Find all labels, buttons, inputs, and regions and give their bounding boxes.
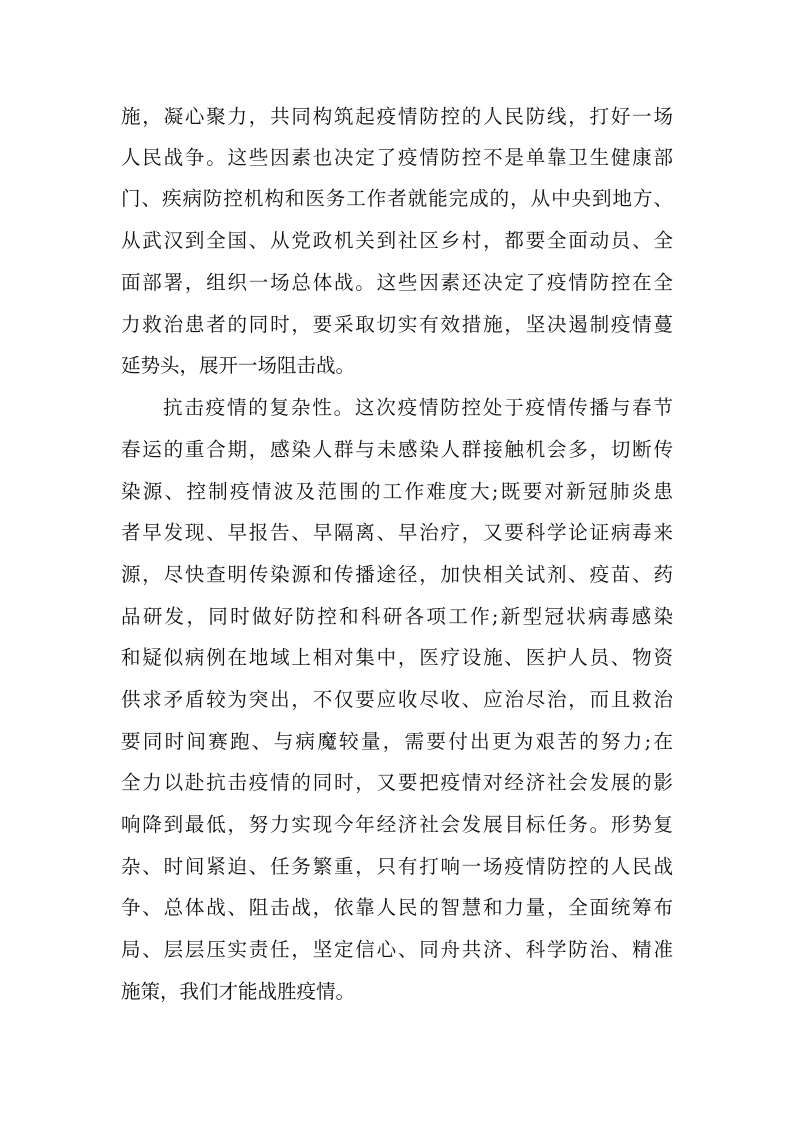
paragraph-line: 和疑似病例在地域上相对集中，医疗设施、医护人员、物资 <box>121 646 673 669</box>
paragraph-line: 人民战争。这些因素也决定了疫情防控不是单靠卫生健康部 <box>121 146 673 169</box>
paragraph-line: 响降到最低，努力实现今年经济社会发展目标任务。形势复 <box>121 813 673 836</box>
paragraph-line: 面部署，组织一场总体战。这些因素还决定了疫情防控在全 <box>121 271 673 294</box>
paragraph-line: 施，凝心聚力，共同构筑起疫情防控的人民防线，打好一场 <box>121 105 673 128</box>
paragraph-line: 杂、时间紧迫、任务繁重，只有打响一场疫情防控的人民战 <box>121 855 673 878</box>
paragraph-line: 延势头，展开一场阻击战。 <box>121 354 356 377</box>
paragraph-line: 局、层层压实责任，坚定信心、同舟共济、科学防治、精准 <box>121 938 673 961</box>
paragraph-line: 争、总体战、阻击战，依靠人民的智慧和力量，全面统筹布 <box>121 896 673 919</box>
paragraph-line: 供求矛盾较为突出，不仅要应收尽收、应治尽治，而且救治 <box>121 688 673 711</box>
paragraph-line: 从武汉到全国、从党政机关到社区乡村，都要全面动员、全 <box>121 229 673 252</box>
paragraph-line: 染源、控制疫情波及范围的工作难度大;既要对新冠肺炎患 <box>121 480 673 503</box>
paragraph-line: 要同时间赛跑、与病魔较量，需要付出更为艰苦的努力;在 <box>121 730 673 753</box>
paragraph-line: 源，尽快查明传染源和传播途径，加快相关试剂、疫苗、药 <box>121 563 673 586</box>
paragraph-line: 施策，我们才能战胜疫情。 <box>121 980 356 1003</box>
paragraph-line: 品研发，同时做好防控和科研各项工作;新型冠状病毒感染 <box>121 605 673 628</box>
paragraph-line: 门、疾病防控机构和医务工作者就能完成的，从中央到地方、 <box>121 187 673 210</box>
paragraph-line: 全力以赴抗击疫情的同时，又要把疫情对经济社会发展的影 <box>121 771 673 794</box>
paragraph-line: 者早发现、早报告、早隔离、早治疗，又要科学论证病毒来 <box>121 521 673 544</box>
paragraph-line: 抗击疫情的复杂性。这次疫情防控处于疫情传播与春节 <box>163 396 673 419</box>
paragraph-line: 力救治患者的同时，要采取切实有效措施，坚决遏制疫情蔓 <box>121 313 673 336</box>
paragraph-line: 春运的重合期，感染人群与未感染人群接触机会多，切断传 <box>121 438 673 461</box>
